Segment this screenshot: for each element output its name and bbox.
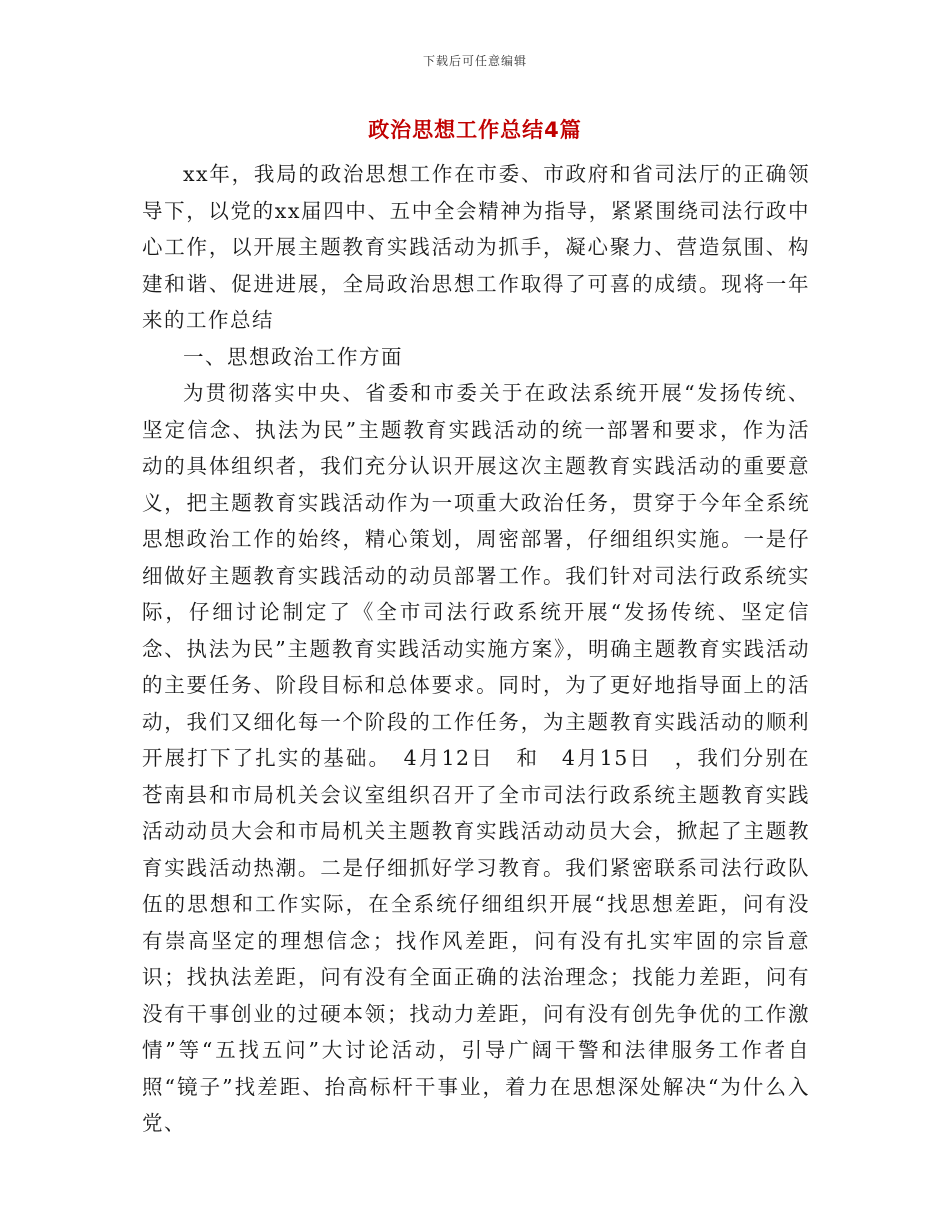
document-title: 政治思想工作总结4篇 — [368, 118, 582, 142]
document-body — [142, 156, 810, 1142]
header-note: 下载后可任意编辑 — [422, 54, 527, 68]
paragraph-intro: xx年，我局的政治思想工作在市委、市政府和省司法厅的正确领导下，以党的xx届四中、五中全会精神为指导，紧紧围绕司法行政中心工作，以开展主题教育实践活动为抓手，凝心聚力、营造氛围、构建和谐、促进进展，全局政治思想工作取得了可喜的成绩。现将一年来的工作总结 — [142, 162, 810, 332]
paragraph-body: 为贯彻落实中央、省委和市委关于在政法系统开展“发扬传统、坚定信念、执法为民”主题教育实践活动的统一部署和要求，作为活动的具体组织者，我们充分认识开展这次主题教育实践活动的重要意义，把主题教育实践活动作为一项重大政治任务，贯穿于今年全系统思想政治工作的始终，精心策划，周密部署，仔细组织实施。一是仔细做好主题教育实践活动的动员部署工作。我们针对司法行政系统实际，仔细讨论制定了《全市司法行政系统开展“发扬传统、坚定信念、执法为民”主题教育实践活动实施方案》，明确主题教育实践活动的主要任务、阶段目标和总体要求。同时，为了更好地指导面上的活动，我们又细化每一个阶段的工作任务，为主题教育实践活动的顺利开展打下了扎实的基础。 4月12日 和 4月15日 ，我们分别在苍南县和市局机关会议室组织召开了全市司法行政系统主题教育实践活动动员大会和市局机关主题教育实践活动动员大会，掀起了主题教育实践活动热潮。二是仔细抓好学习教育。我们紧密联系司法行政队伍的思想和工作实际，在全系统仔细组织开展“找思想差距，问有没有崇高坚定的理想信念；找作风差距，问有没有扎实牢固的宗旨意识；找执法差距，问有没有全面正确的法治理念；找能力差距，问有没有干事创业的过硬本领；找动力差距，问有没有创先争优的工作激情”等“五找五问”大讨论活动，引导广阔干警和法律服务工作者自照“镜子”找差距、抬高标杆干事业，着力在思想深处解决“为什么入党、 — [142, 381, 810, 1135]
section-heading: 一、思想政治工作方面 — [183, 344, 403, 369]
